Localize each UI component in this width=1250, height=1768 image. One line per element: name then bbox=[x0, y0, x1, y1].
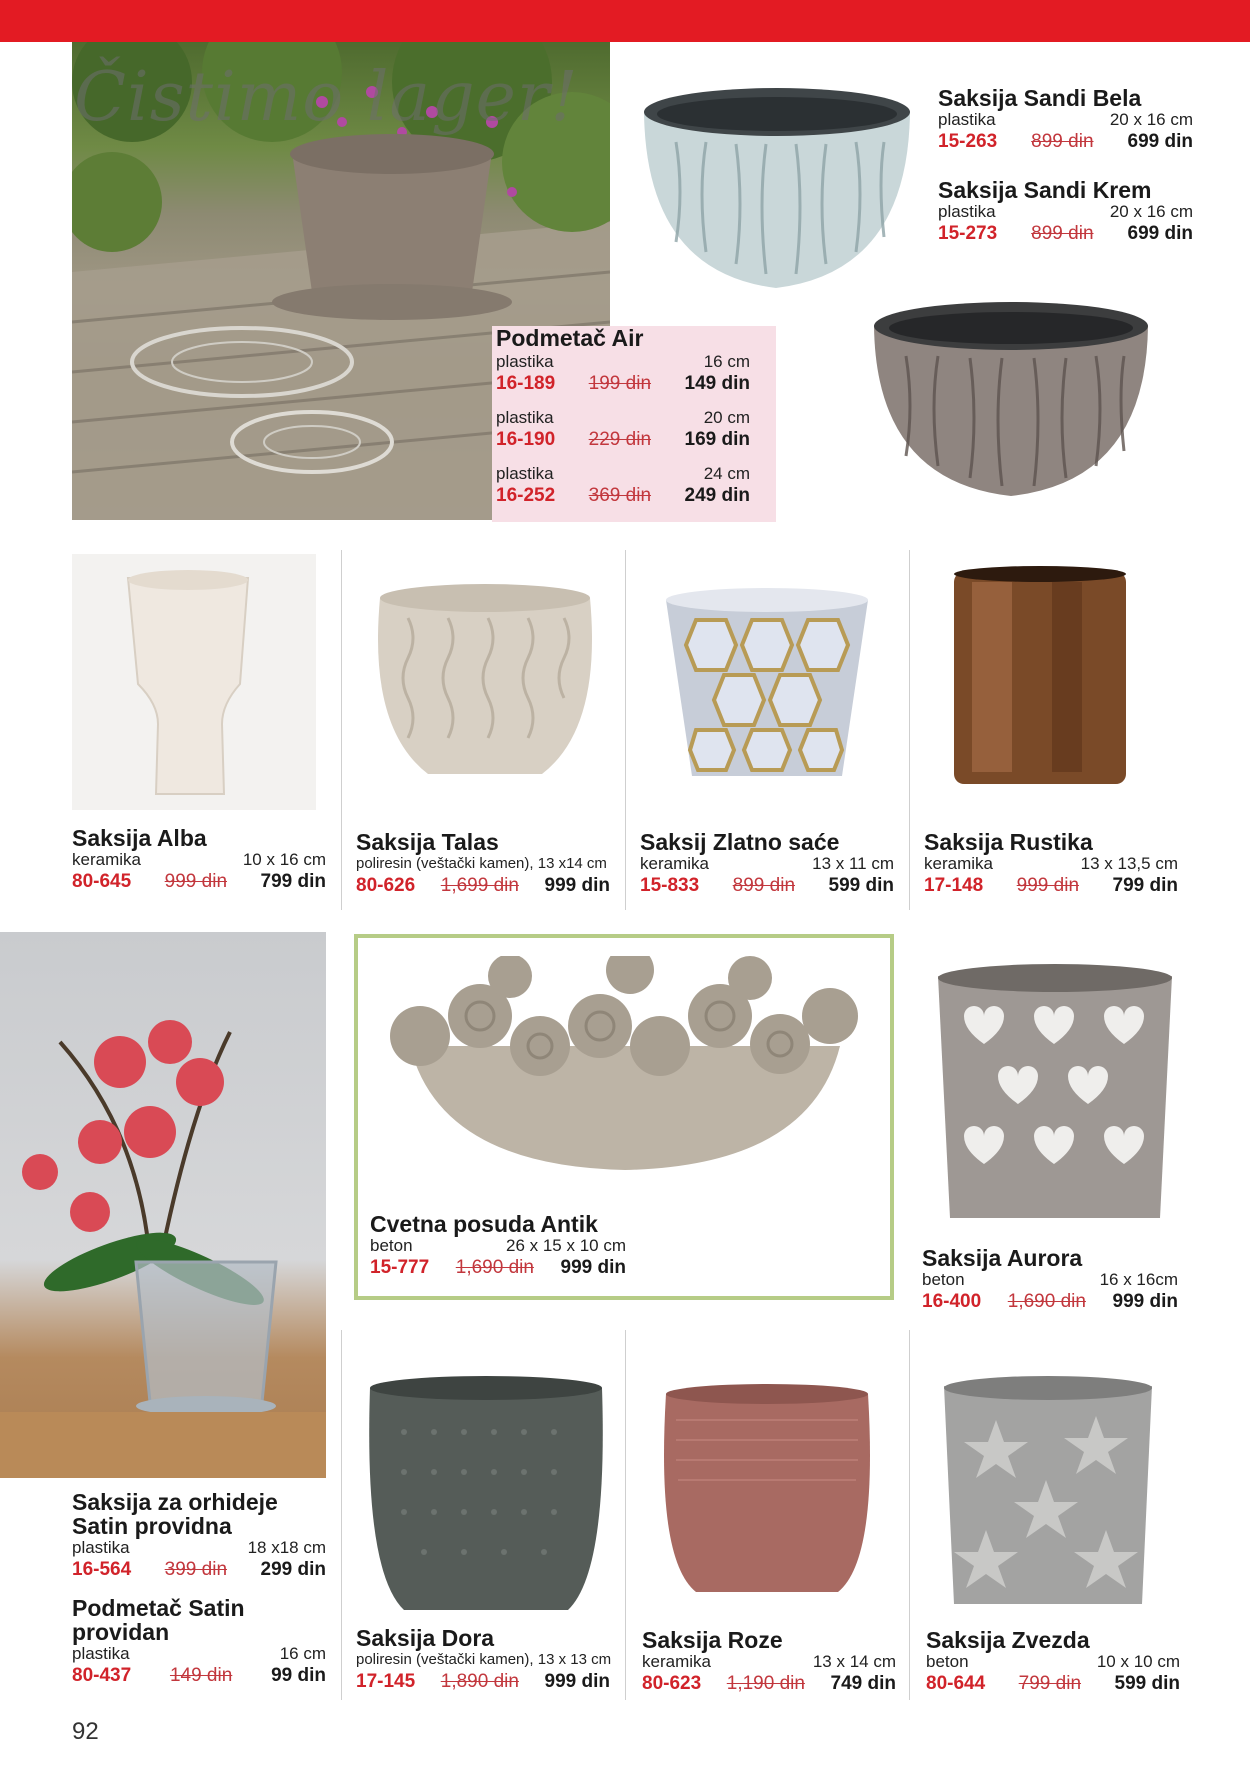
column-divider bbox=[625, 550, 626, 910]
product-material: plastika bbox=[938, 202, 996, 221]
product-talas bbox=[356, 830, 610, 898]
zvezda-image bbox=[936, 1370, 1160, 1610]
column-divider bbox=[909, 550, 910, 910]
product-name-line1: Saksija za orhideje bbox=[72, 1489, 278, 1515]
new-price: 999 din bbox=[1112, 1291, 1178, 1312]
new-price: 999 din bbox=[560, 1257, 626, 1278]
old-price: 1,190 din bbox=[726, 1673, 805, 1694]
new-price: 749 din bbox=[830, 1673, 896, 1694]
product-material: keramika bbox=[72, 850, 141, 869]
variant-material: plastika bbox=[496, 352, 554, 371]
variant-size: 16 cm bbox=[703, 352, 750, 371]
product-material: poliresin (veštački kamen), 13 x 13 cm bbox=[356, 1651, 612, 1668]
product-code: 15-833 bbox=[640, 875, 700, 896]
variant-material: plastika bbox=[496, 464, 554, 483]
product-code: 15-263 bbox=[938, 131, 998, 152]
sandi-bela-image bbox=[636, 82, 918, 294]
old-price: 899 din bbox=[1031, 131, 1094, 152]
new-price: 699 din bbox=[1127, 223, 1193, 244]
old-price: 899 din bbox=[1031, 223, 1094, 244]
column-divider bbox=[341, 550, 342, 910]
old-price: 999 din bbox=[1016, 875, 1080, 896]
product-size: 13 x 11 cm bbox=[812, 854, 894, 873]
product-size: 16 x 16cm bbox=[1099, 1270, 1178, 1289]
product-name-line2: Satin providna bbox=[72, 1513, 232, 1539]
variant-code: 16-189 bbox=[496, 373, 556, 394]
product-code: 80-437 bbox=[72, 1665, 132, 1686]
product-code: 15-273 bbox=[938, 223, 998, 244]
roze-image bbox=[656, 1380, 878, 1598]
variant-code: 16-252 bbox=[496, 485, 556, 506]
product-dora bbox=[356, 1626, 610, 1694]
product-size: 18 x18 cm bbox=[247, 1538, 326, 1557]
variant-new-price: 249 din bbox=[684, 485, 750, 506]
product-antik bbox=[370, 1212, 626, 1280]
old-price: 899 din bbox=[732, 875, 796, 896]
antik-image bbox=[380, 956, 870, 1178]
product-material: keramika bbox=[924, 854, 993, 873]
new-price: 699 din bbox=[1127, 131, 1193, 152]
variant-code: 16-190 bbox=[496, 429, 556, 450]
column-divider bbox=[625, 1330, 626, 1700]
product-name: Cvetna posuda Antik bbox=[370, 1211, 598, 1237]
variant-size: 24 cm bbox=[703, 464, 750, 483]
product-material: plastika bbox=[72, 1644, 130, 1663]
product-aurora bbox=[922, 1246, 1178, 1314]
zlatno-sace-image bbox=[656, 580, 878, 786]
variant-old-price: 199 din bbox=[588, 373, 652, 394]
old-price: 999 din bbox=[164, 871, 228, 892]
product-name: Podmetač Air bbox=[496, 325, 644, 351]
product-name: Saksij Zlatno saće bbox=[640, 829, 840, 855]
new-price: 999 din bbox=[544, 875, 610, 896]
product-code: 17-145 bbox=[356, 1671, 416, 1692]
product-name: Saksija Sandi Bela bbox=[938, 85, 1142, 111]
product-name: Saksija Aurora bbox=[922, 1245, 1083, 1271]
top-brand-bar bbox=[0, 0, 1250, 42]
product-podmetac-air bbox=[496, 326, 750, 508]
product-size: 13 x 14 cm bbox=[812, 1652, 896, 1671]
product-code: 80-644 bbox=[926, 1673, 986, 1694]
new-price: 599 din bbox=[828, 875, 894, 896]
product-sandi-bela bbox=[938, 86, 1193, 154]
product-name: Saksija Alba bbox=[72, 825, 207, 851]
product-roze bbox=[642, 1628, 896, 1696]
headline: Čistimo lager! bbox=[74, 58, 579, 137]
old-price: 399 din bbox=[164, 1559, 228, 1580]
product-name: Saksija Talas bbox=[356, 829, 499, 855]
column-divider bbox=[341, 1330, 342, 1700]
variant-new-price: 169 din bbox=[684, 429, 750, 450]
product-code: 80-623 bbox=[642, 1673, 702, 1694]
new-price: 299 din bbox=[260, 1559, 326, 1580]
product-rustika bbox=[924, 830, 1178, 898]
old-price: 149 din bbox=[169, 1665, 233, 1686]
product-name-line1: Podmetač Satin bbox=[72, 1595, 245, 1621]
product-name: Saksija Dora bbox=[356, 1625, 495, 1651]
product-size: 13 x 13,5 cm bbox=[1080, 854, 1178, 873]
product-size: 26 x 15 x 10 cm bbox=[505, 1236, 626, 1255]
sandi-krem-image bbox=[866, 296, 1156, 500]
product-size: 16 cm bbox=[279, 1644, 326, 1663]
new-price: 99 din bbox=[271, 1665, 326, 1686]
product-size: 10 x 16 cm bbox=[242, 850, 326, 869]
product-podmetac-satin bbox=[72, 1596, 326, 1688]
aurora-image bbox=[924, 956, 1186, 1226]
new-price: 999 din bbox=[544, 1671, 610, 1692]
old-price: 1,690 din bbox=[1007, 1291, 1086, 1312]
product-sandi-krem bbox=[938, 178, 1193, 246]
product-name: Saksija Zvezda bbox=[926, 1627, 1090, 1653]
rustika-image bbox=[942, 562, 1138, 798]
variant-old-price: 369 din bbox=[588, 485, 652, 506]
product-name-line2: providan bbox=[72, 1619, 170, 1645]
product-material: beton bbox=[922, 1270, 965, 1289]
orchid-photo bbox=[0, 932, 326, 1478]
product-code: 80-626 bbox=[356, 875, 416, 896]
product-size: 10 x 10 cm bbox=[1096, 1652, 1180, 1671]
column-divider bbox=[909, 1330, 910, 1700]
product-material: plastika bbox=[938, 110, 996, 129]
product-zvezda bbox=[926, 1628, 1180, 1696]
product-material: poliresin (veštački kamen), 13 x14 cm bbox=[356, 855, 607, 872]
old-price: 799 din bbox=[1018, 1673, 1082, 1694]
dora-image bbox=[364, 1372, 608, 1616]
product-size: 20 x 16 cm bbox=[1109, 202, 1193, 221]
new-price: 799 din bbox=[1112, 875, 1178, 896]
product-alba bbox=[72, 826, 326, 894]
product-code: 15-777 bbox=[370, 1257, 430, 1278]
product-material: beton bbox=[926, 1652, 969, 1671]
product-name: Saksija Rustika bbox=[924, 829, 1093, 855]
page-number: 92 bbox=[72, 1718, 99, 1745]
old-price: 1,690 din bbox=[455, 1257, 534, 1278]
product-material: keramika bbox=[642, 1652, 711, 1671]
product-zlatno-sace bbox=[640, 830, 894, 898]
product-code: 16-564 bbox=[72, 1559, 132, 1580]
variant-old-price: 229 din bbox=[588, 429, 652, 450]
product-name: Saksija Sandi Krem bbox=[938, 177, 1152, 203]
old-price: 1,699 din bbox=[440, 875, 519, 896]
variant-size: 20 cm bbox=[703, 408, 750, 427]
alba-image bbox=[72, 554, 316, 810]
product-material: plastika bbox=[72, 1538, 130, 1557]
product-size: 20 x 16 cm bbox=[1109, 110, 1193, 129]
product-code: 17-148 bbox=[924, 875, 984, 896]
variant-new-price: 149 din bbox=[684, 373, 750, 394]
old-price: 1,890 din bbox=[440, 1671, 519, 1692]
new-price: 799 din bbox=[260, 871, 326, 892]
talas-image bbox=[368, 578, 602, 782]
product-code: 16-400 bbox=[922, 1291, 982, 1312]
product-code: 80-645 bbox=[72, 871, 132, 892]
new-price: 599 din bbox=[1114, 1673, 1180, 1694]
product-material: keramika bbox=[640, 854, 709, 873]
variant-material: plastika bbox=[496, 408, 554, 427]
product-name: Saksija Roze bbox=[642, 1627, 783, 1653]
product-orhideje bbox=[72, 1490, 326, 1582]
product-material: beton bbox=[370, 1236, 413, 1255]
